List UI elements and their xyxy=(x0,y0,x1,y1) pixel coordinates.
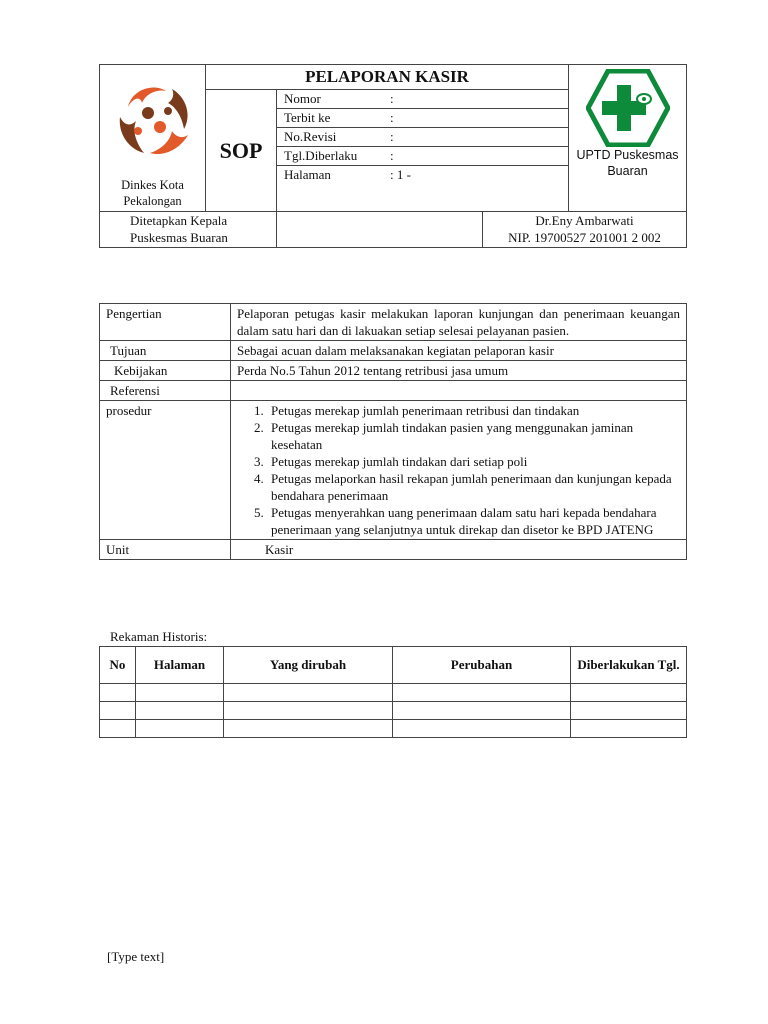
meta-row: Terbit ke : xyxy=(277,109,568,128)
right-logo-caption: UPTD Puskesmas Buaran xyxy=(576,148,679,178)
pengertian-label: Pengertian xyxy=(100,304,231,341)
history-title: Rekaman Historis: xyxy=(110,629,208,644)
tujuan-text: Sebagai acuan dalam melaksanakan kegiatan pelaporan kasir xyxy=(231,341,687,361)
meta-row: Nomor : xyxy=(277,90,568,109)
set-by: Ditetapkan Kepala Puskesmas Buaran xyxy=(100,212,277,248)
sop-title: PELAPORAN KASIR xyxy=(206,65,569,90)
table-row xyxy=(100,684,687,702)
left-logo-cell xyxy=(100,65,206,212)
meta-row: Halaman : 1 - xyxy=(284,167,411,182)
kebijakan-label: Kebijakan xyxy=(100,361,231,381)
sop-meta xyxy=(277,90,569,212)
signature-blank xyxy=(277,212,483,248)
footer-placeholder: [Type text] xyxy=(107,949,165,964)
signer-nip: NIP. 19700527 201001 2 002 xyxy=(508,230,661,245)
history-header: No xyxy=(100,647,136,684)
meta-row: No.Revisi : xyxy=(277,128,568,147)
unit-text: Kasir xyxy=(231,540,687,560)
history-header: Yang dirubah xyxy=(224,647,393,684)
puskesmas-logo-icon xyxy=(586,69,670,147)
prosedur-step: 2. Petugas merekap jumlah tindakan pasien yang menggunakan jaminan kesehatan xyxy=(267,419,680,453)
prosedur-list-cell xyxy=(231,401,687,540)
prosedur-step: 5. Petugas menyerahkan uang penerimaan dalam satu hari kepada bendahara penerimaan yang selanjutnya untuk direkap dan disetor ke BPD JATENG xyxy=(267,504,680,538)
sop-content-table xyxy=(99,303,687,560)
prosedur-list xyxy=(237,402,680,538)
unit-label: Unit xyxy=(100,540,231,560)
history-header: Halaman xyxy=(136,647,224,684)
kebijakan-text: Perda No.5 Tahun 2012 tentang retribusi jasa umum xyxy=(231,361,687,381)
referensi-label: Referensi xyxy=(100,381,231,401)
prosedur-step: 3. Petugas merekap jumlah tindakan dari setiap poli xyxy=(267,453,680,470)
history-header: Perubahan xyxy=(393,647,571,684)
tujuan-label: Tujuan xyxy=(100,341,231,361)
history-table xyxy=(99,646,687,738)
signer-name: Dr.Eny Ambarwati xyxy=(535,213,634,228)
signer xyxy=(483,212,687,248)
table-row xyxy=(100,702,687,720)
prosedur-step: 1. Petugas merekap jumlah penerimaan retribusi dan tindakan xyxy=(267,402,680,419)
meta-row: Tgl.Diberlaku : xyxy=(277,147,568,166)
table-row xyxy=(100,720,687,738)
history-header: Diberlakukan Tgl. xyxy=(571,647,687,684)
dinkes-logo-icon xyxy=(110,77,196,163)
sop-header-table xyxy=(99,64,687,248)
referensi-text xyxy=(231,381,687,401)
left-logo-caption: Dinkes Kota Pekalongan xyxy=(121,178,184,208)
sop-label: SOP xyxy=(206,90,277,212)
prosedur-label: prosedur xyxy=(100,401,231,540)
right-logo-cell xyxy=(569,65,687,212)
prosedur-step: 4. Petugas melaporkan hasil rekapan jumlah penerimaan dan kunjungan kepada bendahara penerimaan xyxy=(267,470,680,504)
pengertian-text: Pelaporan petugas kasir melakukan laporan kunjungan dan penerimaan keuangan dalam satu hari dan di lakuakan setiap selesai pelayanan pasien. xyxy=(231,304,687,341)
